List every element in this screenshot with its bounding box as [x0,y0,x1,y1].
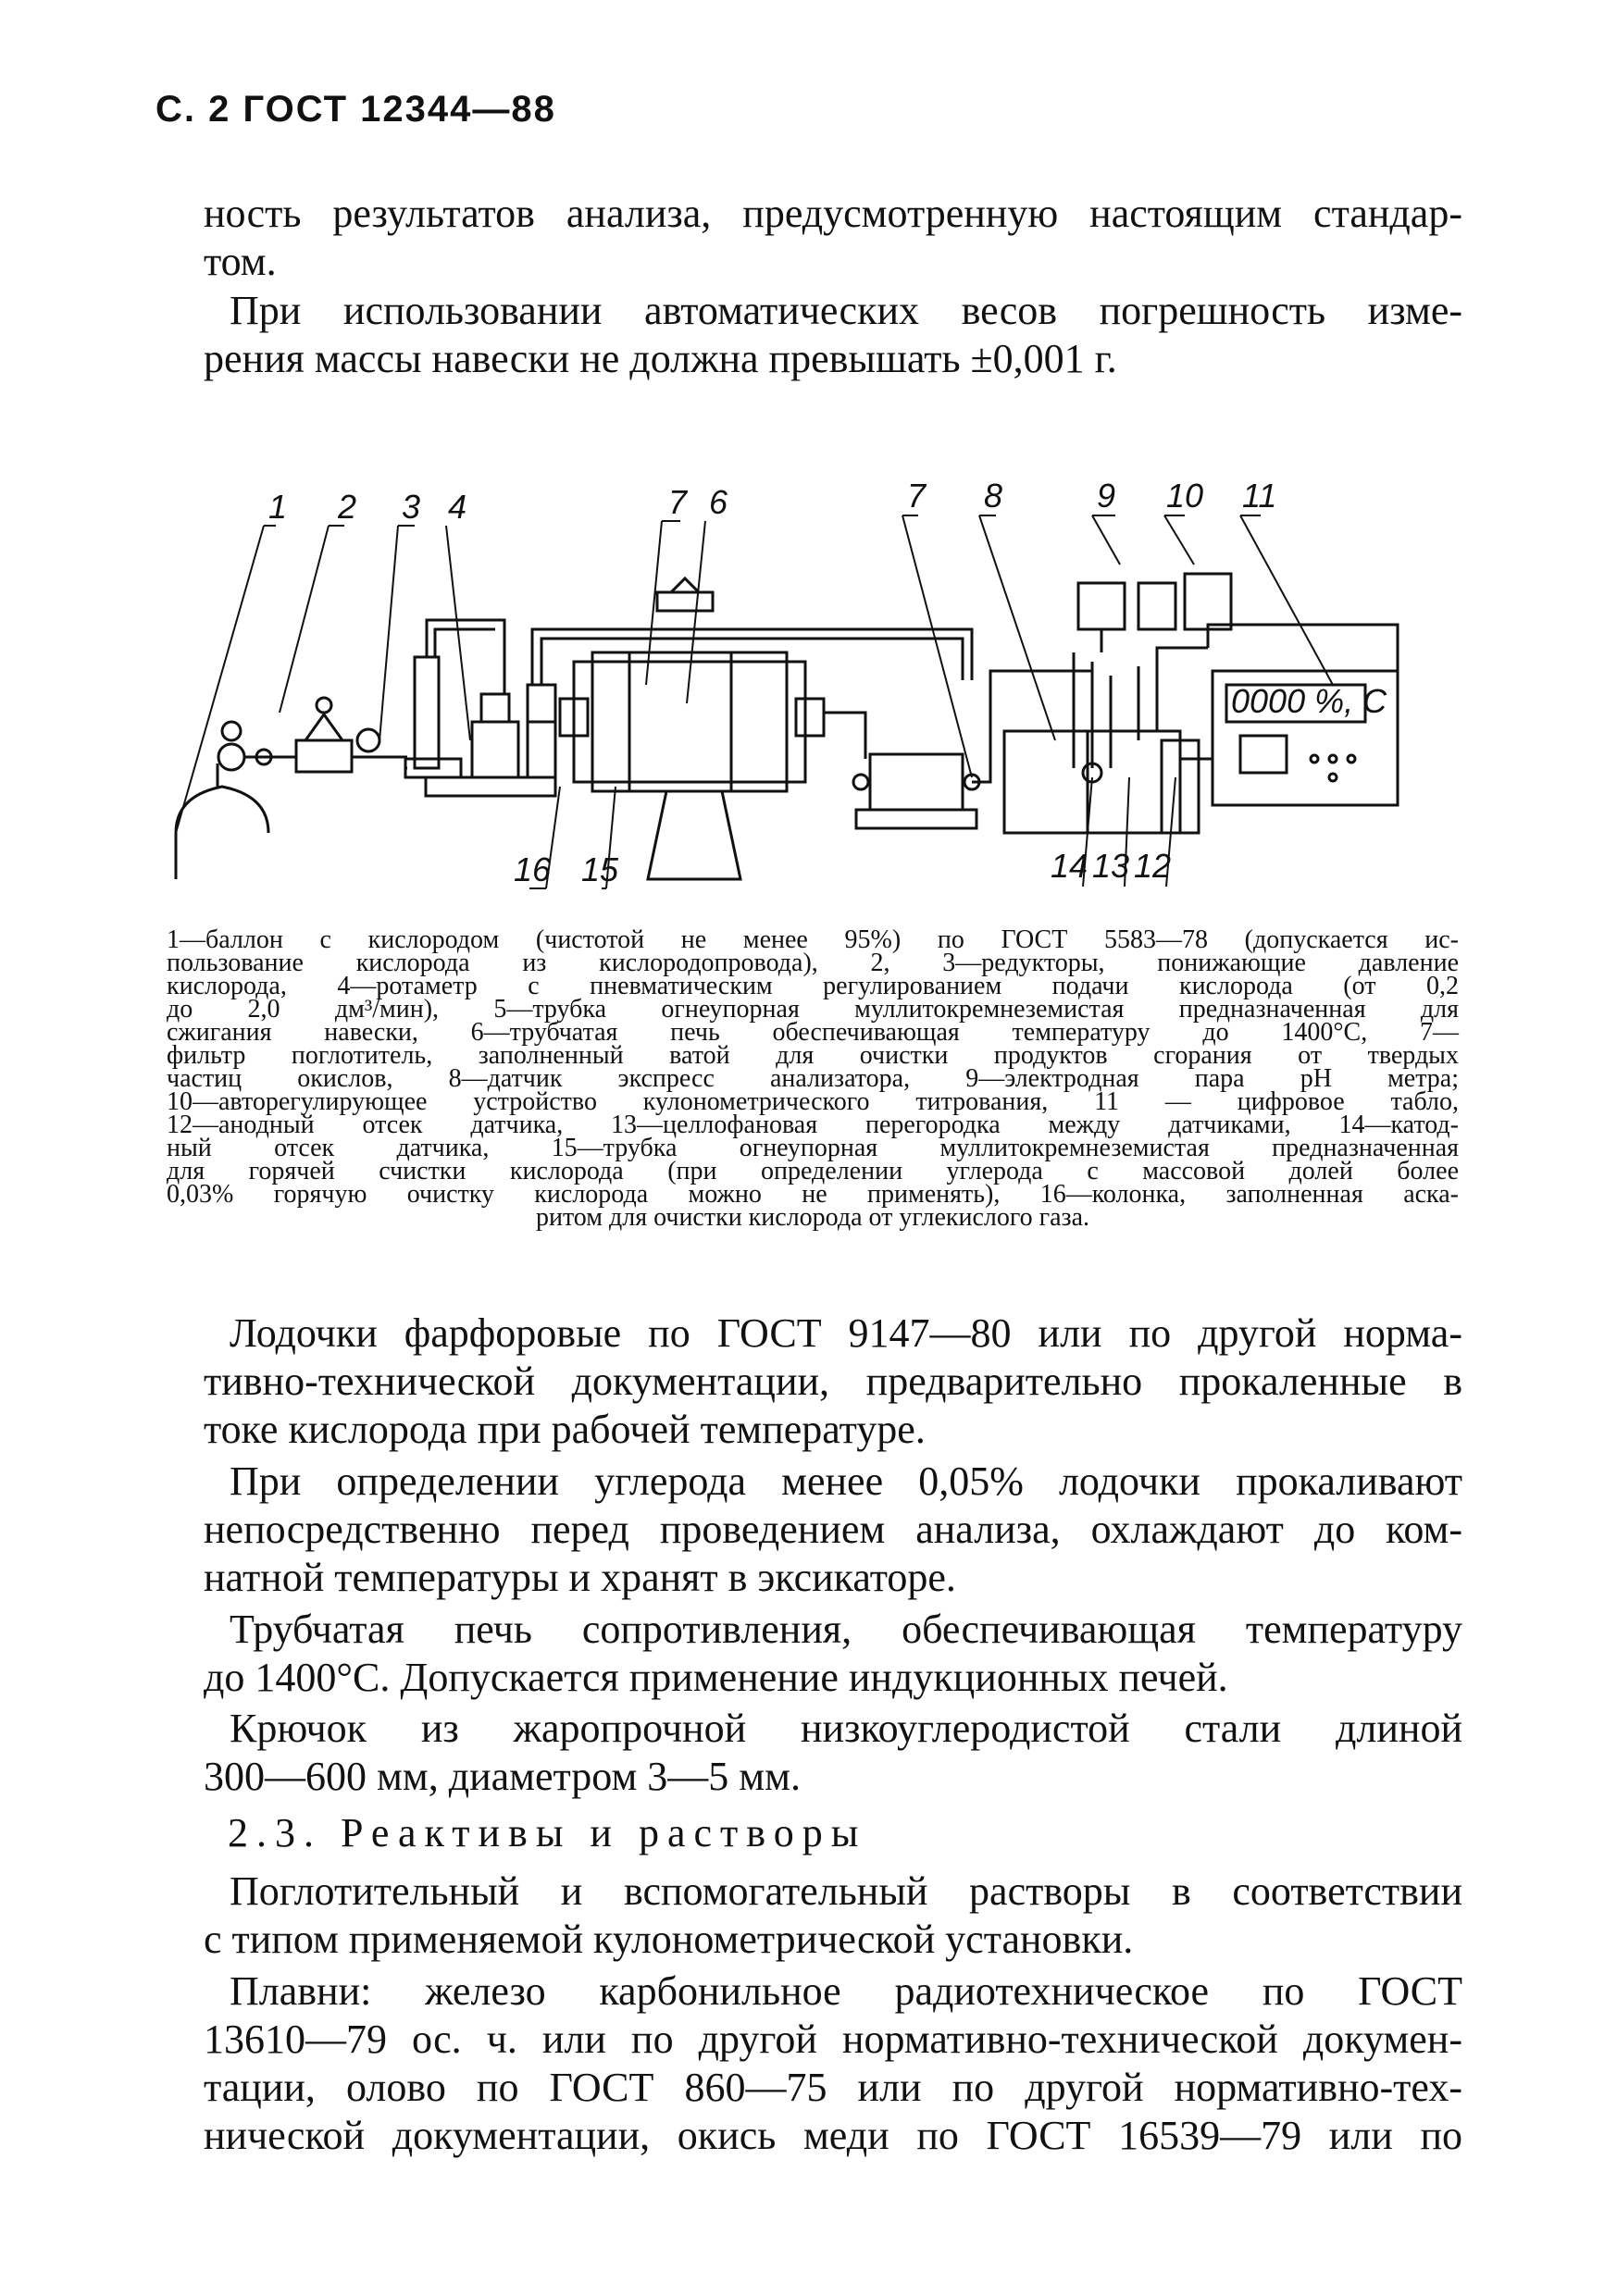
figure-label: 15 [581,850,619,888]
figure-label: 10 [1166,477,1204,515]
figure-label: 12 [1134,847,1172,885]
figure-label: 9 [1097,477,1116,515]
paragraph-line: с типом применяемой кулонометрической установки. [204,1917,1134,1962]
caption-line: ритом для очистки кислорода от углекислого газа. [535,1203,1090,1232]
figure-label: 3 [402,488,421,526]
caption-line: пользование кислорода из кислородопровода), 2, 3—редукторы, понижающие давление [167,949,1459,977]
paragraph-line: рения массы навески не должна превышать ±0,001 г. [204,336,1117,381]
caption-line: кислорода, 4—ротаметр с пневматическим регулированием подачи кислорода (от 0,2 [167,972,1459,1000]
paragraph-line: тивно-технической документации, предварительно прокаленные в [204,1359,1462,1404]
figure-label: 1 [268,488,288,526]
figure-label: 14 [1051,847,1088,885]
caption-line: частиц окислов, 8—датчик экспресс анализатора, 9—электродная пара рН метра; [167,1064,1459,1093]
paragraph-line: 300—600 мм, диаметром 3—5 мм. [204,1754,801,1799]
paragraph-line: непосредственно перед проведением анализа, охлаждают до ком- [204,1507,1462,1552]
paragraph-line: нической документации, окись меди по ГОСТ 16539—79 или по [204,2113,1462,2158]
apparatus-diagram [167,463,1462,916]
caption-line: 12—анодный отсек датчика, 13—целлофановая перегородка между датчиками, 14—катод- [167,1111,1459,1139]
paragraph-line: При использовании автоматических весов погрешность изме- [230,288,1462,333]
caption-line: для горячей счистки кислорода (при определении углерода с массовой долей более [167,1157,1459,1185]
paragraph-line: токе кислорода при рабочей температуре. [204,1407,926,1452]
paragraph-line: Крючок из жаропрочной низкоуглеродистой стали длиной [230,1706,1462,1751]
figure-label: 13 [1092,847,1130,885]
paragraph-line: до 1400°С. Допускается применение индукционных печей. [204,1655,1228,1700]
figure-label: 2 [338,488,357,526]
paragraph-line: ность результатов анализа, предусмотренную настоящим стандар- [204,191,1462,236]
figure-label: 6 [709,483,728,521]
paragraph-line: Поглотительный и вспомогательный растворы в соответствии [230,1868,1462,1914]
caption-line: 1—баллон с кислородом (чистотой не менее 95%) по ГОСТ 5583—78 (допускается ис- [167,925,1459,954]
figure-label: 11 [1242,477,1277,515]
caption-line: 0,03% горячую очистку кислорода можно не применять), 16—колонка, заполненная аска- [167,1180,1459,1209]
figure-caption [167,925,1459,1232]
figure-label: 7 [668,483,688,521]
paragraph-line: При определении углерода менее 0,05% лодочки прокаливают [230,1458,1462,1504]
paragraph-line: тации, олово по ГОСТ 860—75 или по другой нормативно-тех- [204,2065,1462,2110]
caption-line: ный отсек датчика, 15—трубка огнеупорная муллитокремнеземистая предназначенная [167,1134,1459,1162]
figure-label: 8 [984,477,1003,515]
figure-label: 16 [514,850,552,888]
paragraph-line: 13610—79 ос. ч. или по другой нормативно-технической докумен- [204,2017,1462,2062]
paragraph-line: Лодочки фарфоровые по ГОСТ 9147—80 или по другой норма- [230,1310,1462,1356]
display-readout: 0000 %, С [1231,682,1387,720]
caption-line: сжигания навески, 6—трубчатая печь обеспечивающая температуру до 1400°С, 7— [167,1018,1459,1047]
page-header: С. 2 ГОСТ 12344—88 [155,89,556,130]
section-heading: 2.3. Реактивы и растворы [228,1810,867,1855]
paragraph-line: Плавни: железо карбонильное радиотехническое по ГОСТ [230,1968,1462,2014]
figure-label: 4 [448,488,467,526]
paragraph-line: натной температуры и хранят в эксикаторе. [204,1555,956,1600]
caption-line: фильтр поглотитель, заполненный ватой для очистки продуктов сгорания от твердых [167,1041,1459,1070]
paragraph-line: Трубчатая печь сопротивления, обеспечивающая температуру [230,1607,1462,1652]
caption-line: 10—авторегулирующее устройство кулонометрического титрования, 11 — цифровое табло, [167,1087,1459,1116]
caption-line: до 2,0 дм³/мин), 5—трубка огнеупорная муллитокремнеземистая предназначенная для [167,995,1459,1024]
paragraph-line: том. [204,239,277,284]
figure-label: 7 [907,477,927,515]
